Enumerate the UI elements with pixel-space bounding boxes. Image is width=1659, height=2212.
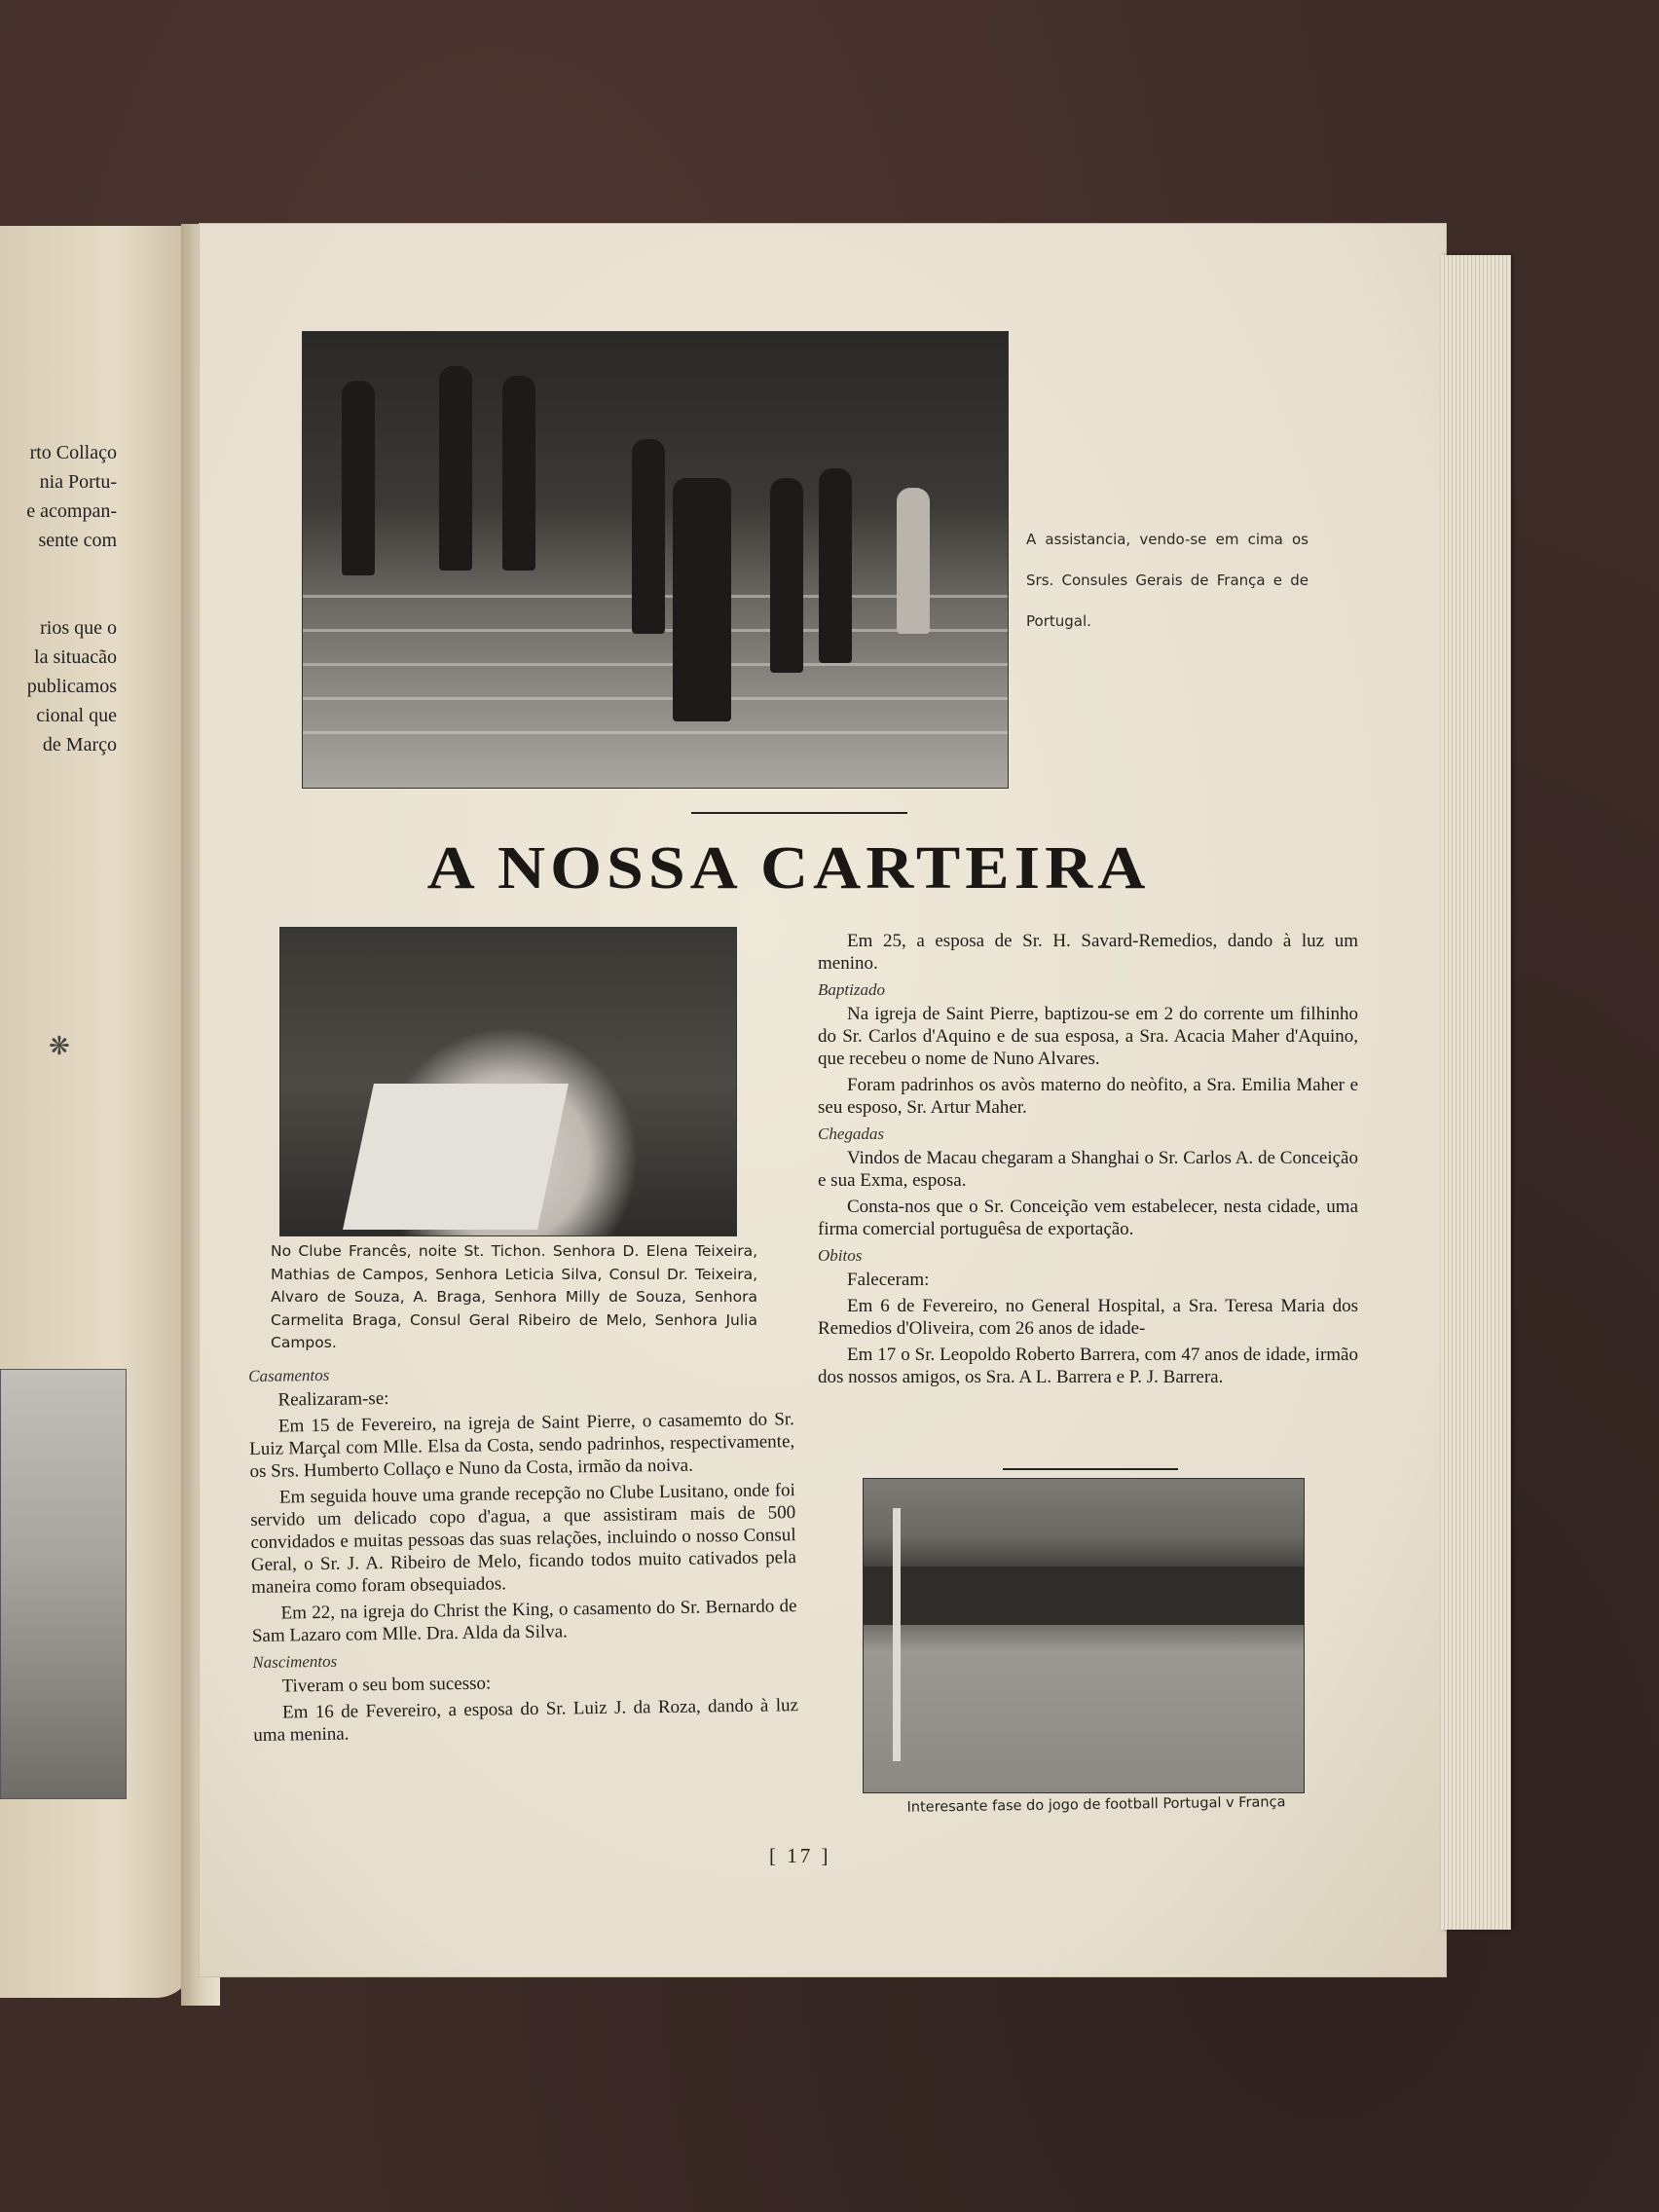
left-line: rto Collaço <box>29 442 117 463</box>
page-number: [ 17 ] <box>769 1844 831 1867</box>
paragraph: Em seguida houve uma grande recepção no Clube Lusitano, onde foi servido um delicado copo d'agua, a que assistiram mais de 500 convidados e muitas pessoas das suas relações, incluindo o nosso Consul Geral, o Sr. J. A. Ribeiro de Melo, ficando todos muito cativados pela maneira como foram obsequiados. <box>250 1480 796 1598</box>
left-line: la situacão <box>34 646 117 668</box>
left-page-text-top <box>0 438 117 555</box>
paragraph: Na igreja de Saint Pierre, baptizou-se em 2 do corrente um filhinho do Sr. Carlos d'Aquino e de sua esposa, a Sra. Acacia Maher d'Aquino, que recebeu o nome de Nuno Alvares. <box>818 1004 1358 1069</box>
photo-football-caption: Interesante fase do jogo de football Portugal v França <box>906 1794 1286 1816</box>
paragraph: Em 22, na igreja do Christ the King, o casamento do Sr. Bernardo de Sam Lazaro com Mlle. Dra. Alda da Silva. <box>251 1596 797 1646</box>
paragraph: Realizaram-se: <box>277 1387 389 1411</box>
photo-stands-caption: A assistancia, vendo-se em cima os Srs. Consules Gerais de França e de Portugal. <box>1026 531 1309 630</box>
paragraph: Consta-nos que o Sr. Conceição vem estabelecer, nesta cidade, uma firma comercial portuguêsa de exportação. <box>818 1197 1358 1239</box>
page-title: A NOSSA CARTEIRA <box>426 833 1151 902</box>
paragraph: Faleceram: <box>847 1270 930 1290</box>
section-heading-baptizado: Baptizado <box>818 980 885 999</box>
ornament-icon: ❋ <box>49 1032 70 1060</box>
section-heading-nascimentos: Nascimentos <box>252 1651 338 1672</box>
divider-rule <box>691 812 907 814</box>
section-heading-chegadas: Chegadas <box>818 1124 884 1143</box>
paragraph: Tiveram o seu bom sucesso: <box>281 1673 492 1697</box>
paragraph: Em 16 de Fevereiro, a esposa do Sr. Luiz J. da Roza, dando à luz uma menina. <box>253 1695 799 1746</box>
left-line: de Março <box>42 734 117 756</box>
left-line: sente com <box>38 530 117 551</box>
left-line: cional que <box>36 705 117 726</box>
column-right <box>818 930 1358 1392</box>
photo-football <box>863 1478 1305 1793</box>
column-left <box>248 1355 799 1751</box>
left-line: nia Portu- <box>39 471 117 493</box>
left-line: rios que o <box>40 617 117 639</box>
paragraph: Em 15 de Fevereiro, na igreja de Saint Pierre, o casamemto do Sr. Luiz Marçal com Mlle. Elsa da Costa, sendo padrinhos, respectivamente, os Srs. Humberto Collaço e Nuno da Costa, irmão da noiva. <box>249 1409 795 1482</box>
left-page-photo <box>0 1369 127 1799</box>
paragraph: Em 6 de Fevereiro, no General Hospital, a Sra. Teresa Maria dos Remedios d'Oliveira, com 26 anos de idade- <box>818 1296 1358 1339</box>
section-heading-casamentos: Casamentos <box>248 1365 330 1385</box>
section-heading-obitos: Obitos <box>818 1246 863 1265</box>
paragraph: Foram padrinhos os avòs materno do neòfito, a Sra. Emilia Maher e seu esposo, Sr. Artur Maher. <box>818 1075 1358 1118</box>
paragraph: Vindos de Macau chegaram a Shanghai o Sr. Carlos A. de Conceição e sua Exma, esposa. <box>818 1148 1358 1191</box>
page-edges <box>1441 255 1511 1930</box>
left-page <box>0 226 195 1998</box>
left-line: e acompan- <box>26 500 117 522</box>
paragraph: Em 17 o Sr. Leopoldo Roberto Barrera, com 47 anos de idade, irmão dos nossos amigos, os Sra. A L. Barrera e P. J. Barrera. <box>818 1345 1358 1387</box>
photo-dinner <box>279 927 737 1236</box>
photo-stands <box>302 331 1009 789</box>
left-line: publicamos <box>26 676 117 697</box>
divider-rule <box>1003 1468 1178 1470</box>
left-page-text-mid <box>0 613 117 759</box>
paragraph: Em 25, a esposa de Sr. H. Savard-Remedios, dando à luz um menino. <box>818 931 1358 974</box>
photo-dinner-caption: No Clube Francês, noite St. Tichon. Senhora D. Elena Teixeira, Mathias de Campos, Senhora Leticia Silva, Consul Dr. Teixeira, Alvaro de Souza, A. Braga, Senhora Milly de Souza, Senhora Carmelita Braga, Consul Geral Ribeiro de Melo, Senhora Julia Campos. <box>271 1242 757 1351</box>
